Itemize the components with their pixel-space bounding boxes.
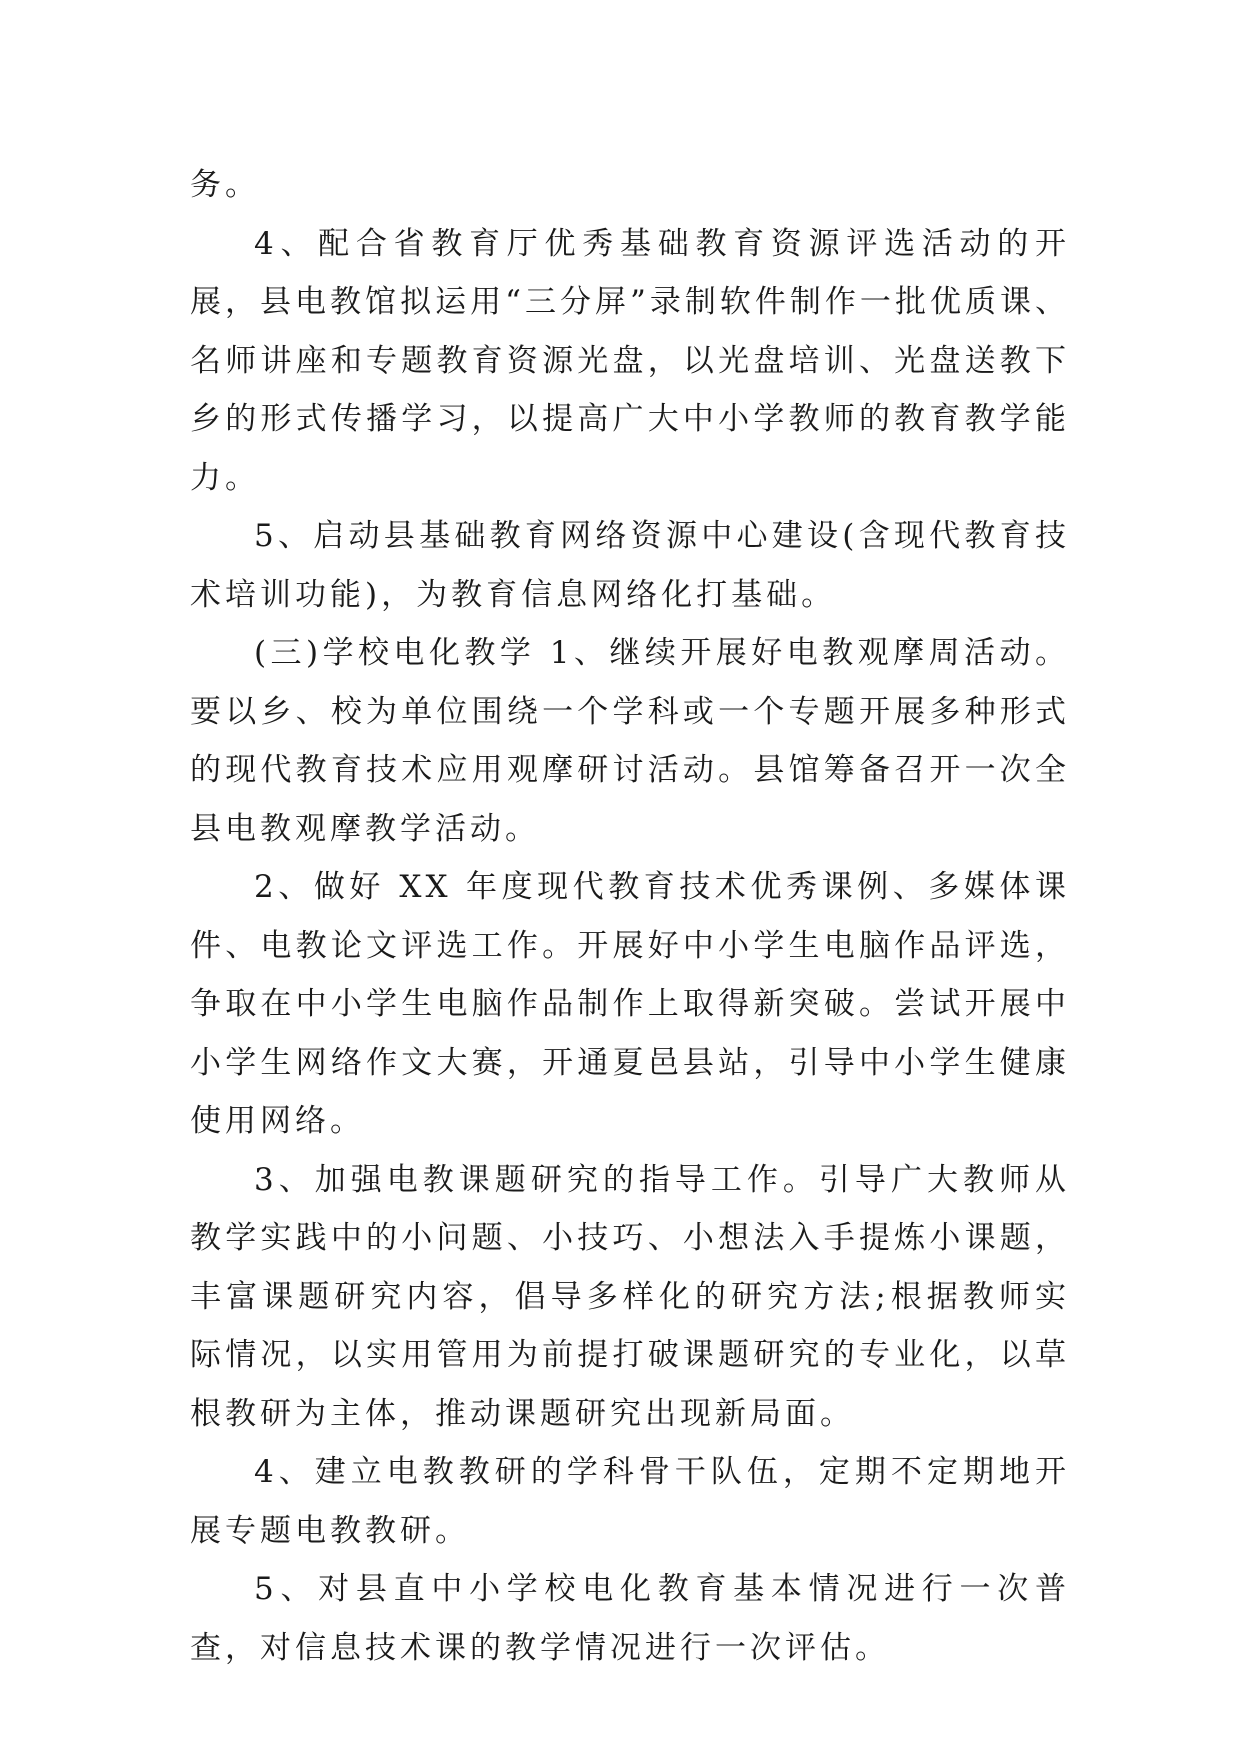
paragraph-section-3-school-teaching: (三)学校电化教学 1、继续开展好电教观摩周活动。要以乡、校为单位围绕一个学科或一个专题开展多种形式的现代教育技术应用观摩研讨活动。县馆筹备召开一次全县电教观摩教学活动。 xyxy=(190,635,1070,847)
paragraph-item-3-research: 3、加强电教课题研究的指导工作。引导广大教师从教学实践中的小问题、小技巧、小想法入手提炼小课题，丰富课题研究内容，倡导多样化的研究方法;根据教师实际情况，以实用管用为前提打破课题研究的专业化，以草根教研为主体，推动课题研究出现新局面。 xyxy=(190,1161,1070,1432)
paragraph-continuation: 务。 xyxy=(190,167,260,203)
paragraph-item-5-survey: 5、对县直中小学校电化教育基本情况进行一次普查，对信息技术课的教学情况进行一次评估。 xyxy=(190,1571,1070,1666)
paragraph-item-5-network-center: 5、启动县基础教育网络资源中心建设(含现代教育技术培训功能)，为教育信息网络化打基础。 xyxy=(190,518,1070,613)
paragraph-item-4-resources: 4、配合省教育厅优秀基础教育资源评选活动的开展，县电教馆拟运用“三分屏”录制软件制作一批优质课、名师讲座和专题教育资源光盘，以光盘培训、光盘送教下乡的形式传播学习，以提高广大中小学教师的教育教学能力。 xyxy=(190,225,1070,496)
paragraph-item-2-evaluation: 2、做好 XX 年度现代教育技术优秀课例、多媒体课件、电教论文评选工作。开展好中小学生电脑作品评选，争取在中小学生电脑作品制作上取得新突破。尝试开展中小学生网络作文大赛，开通夏邑县站，引导中小学生健康使用网络。 xyxy=(190,869,1070,1139)
document-body xyxy=(190,156,1070,1677)
paragraph-item-4-backbone-team: 4、建立电教教研的学科骨干队伍，定期不定期地开展专题电教教研。 xyxy=(190,1454,1070,1549)
